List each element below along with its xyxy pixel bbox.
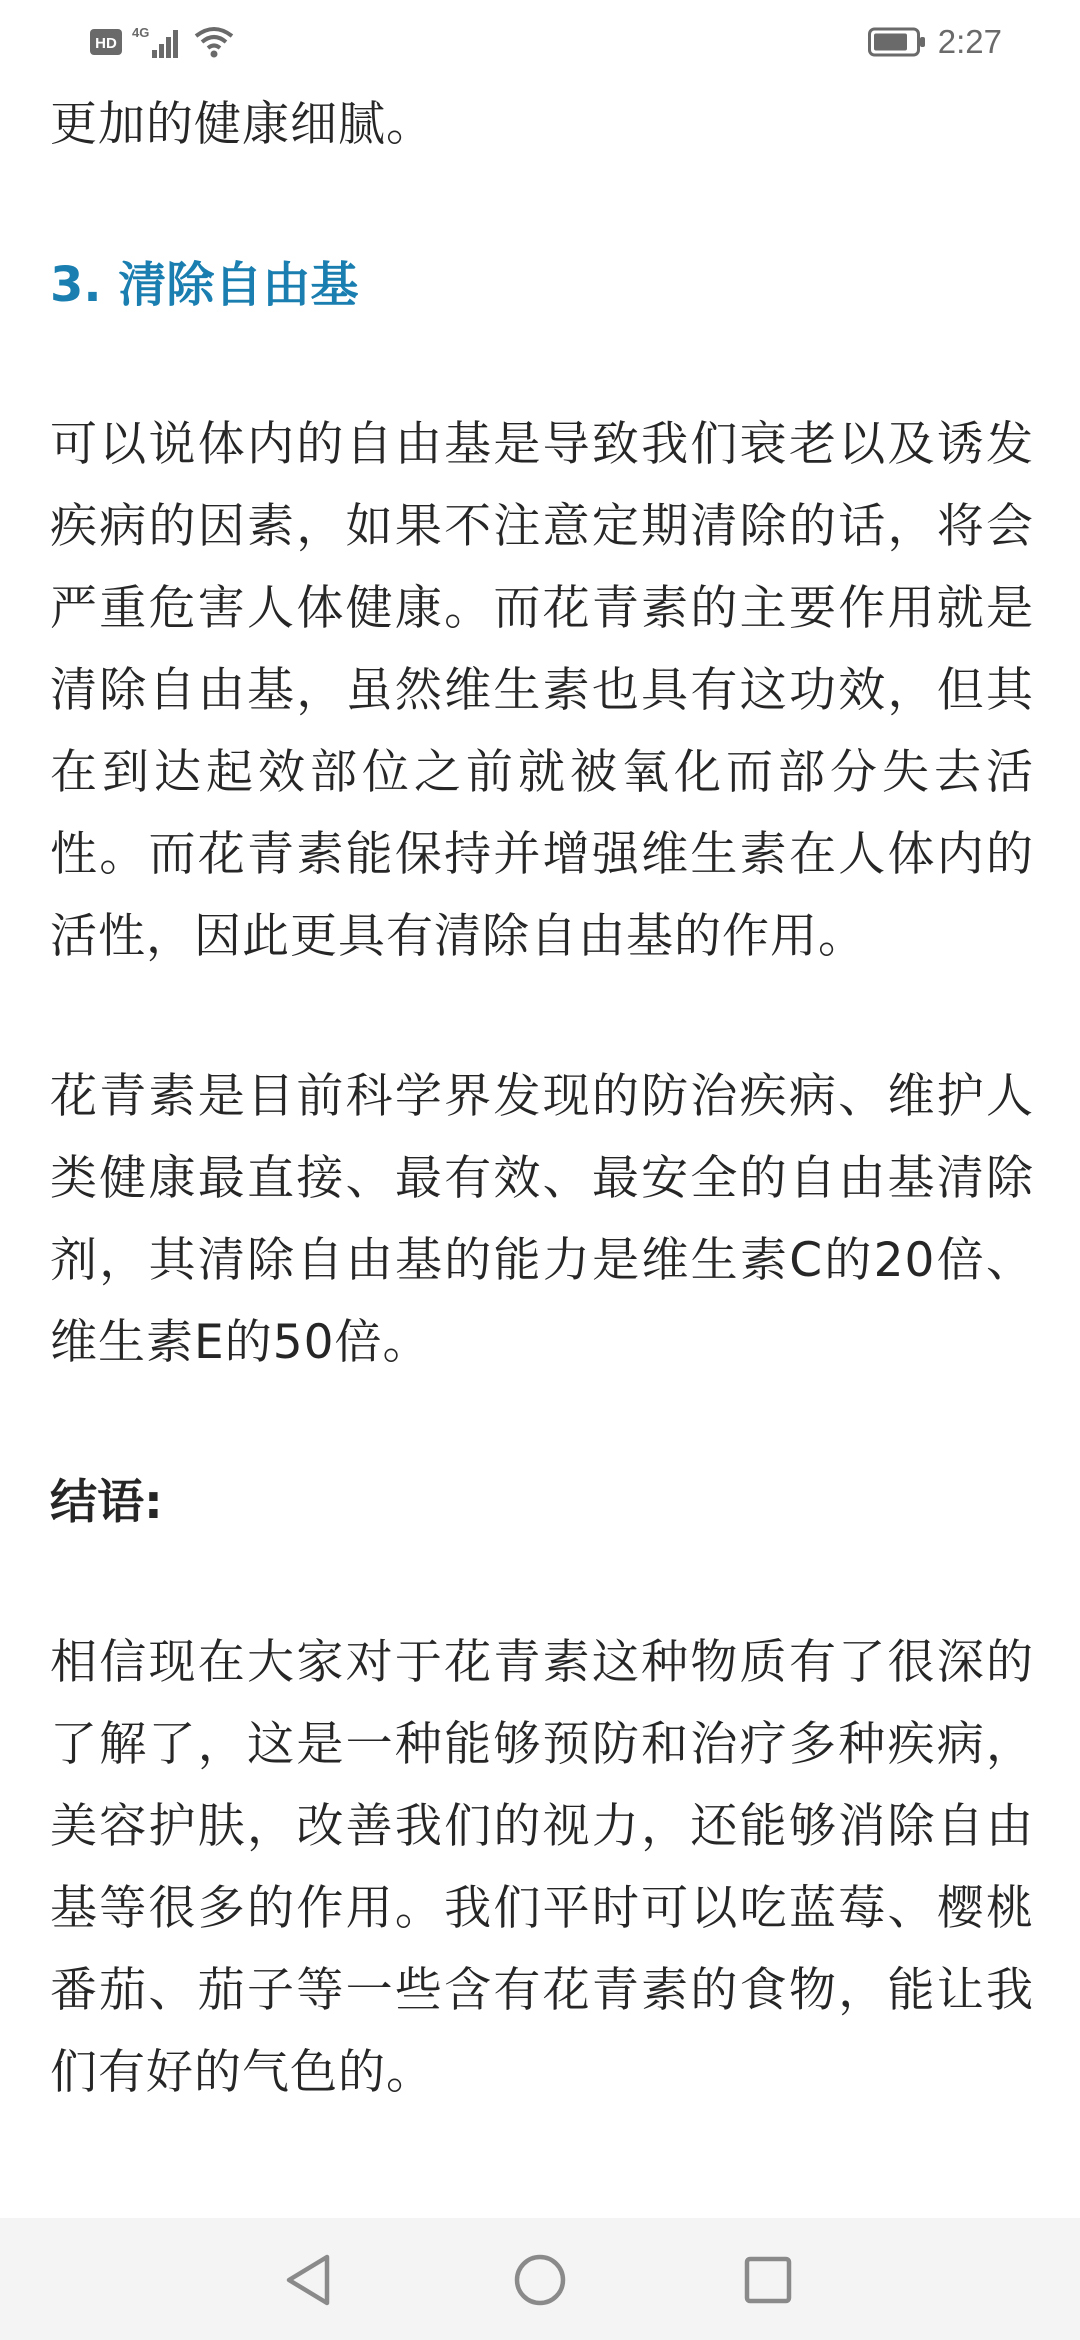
wifi-icon (194, 24, 234, 60)
clock-time: 2:27 (937, 23, 1002, 60)
status-right-group (868, 22, 1002, 62)
status-bar (0, 0, 1080, 84)
intro-tail-text: 更加的健康细腻。 (50, 97, 434, 152)
conclusion-heading: 结语: (50, 1475, 163, 1530)
hd-badge-icon (90, 28, 122, 56)
section3-paragraph-2: 花青素是目前科学界发现的防治疾病、维护人类健康最直接、最有效、最安全的自由基清除剂，其清除自由基的能力是维生素C的20倍、维生素E的50倍。 (50, 1069, 1034, 1370)
cellular-signal-icon (132, 24, 184, 60)
conclusion-paragraph: 相信现在大家对于花青素这种物质有了很深的了解了，这是一种能够预防和治疗多种疾病，美容护肤，改善我们的视力，还能够消除自由基等很多的作用。我们平时可以吃蓝莓、樱桃番茄、茄子等一些含有花青素的食物，能让我们有好的气色的。 (50, 1635, 1034, 2100)
back-triangle-icon (283, 2252, 333, 2308)
battery-icon (868, 27, 926, 57)
status-left-group (90, 24, 234, 60)
section-heading-clear-free-radicals: 3. 清除自由基 (50, 257, 359, 313)
recents-square-icon (742, 2254, 794, 2306)
recents-button[interactable] (736, 2248, 800, 2312)
back-button[interactable] (276, 2248, 340, 2312)
system-navigation-bar (0, 2218, 1080, 2340)
home-button[interactable] (508, 2248, 572, 2312)
home-circle-icon (512, 2252, 568, 2308)
network-type-text: 4G (132, 25, 150, 40)
hd-badge-text: HD (95, 35, 117, 52)
article-body (50, 84, 1034, 2218)
section3-paragraph-1: 可以说体内的自由基是导致我们衰老以及诱发疾病的因素，如果不注意定期清除的话，将会严重危害人体健康。而花青素的主要作用就是清除自由基，虽然维生素也具有这功效，但其在到达起效部位之前就被氧化而部分失去活性。而花青素能保持并增强维生素在人体内的活性，因此更具有清除自由基的作用。 (50, 417, 1034, 964)
